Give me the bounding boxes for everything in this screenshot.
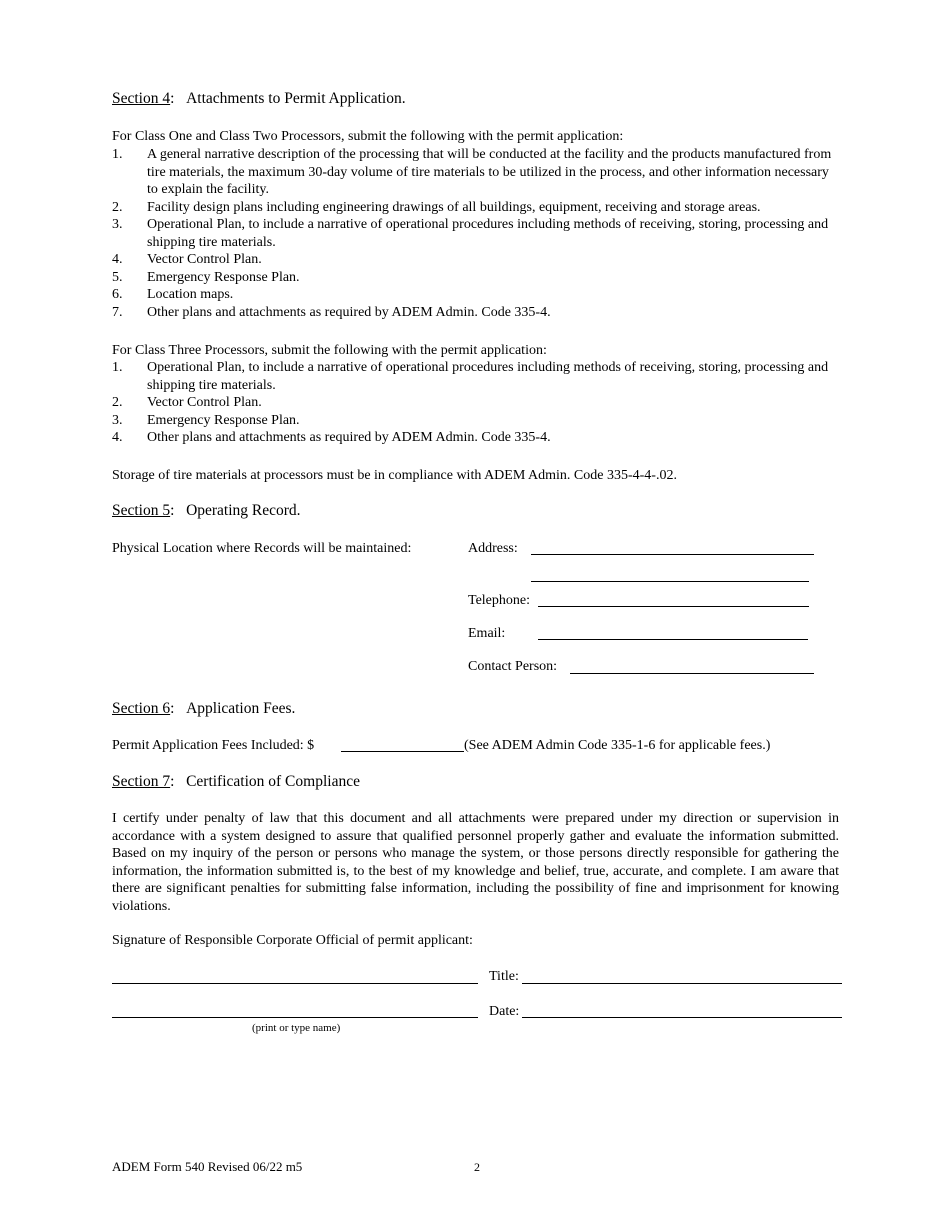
fees-label: Permit Application Fees Included: $ <box>112 738 315 753</box>
title-label: Title: <box>489 969 519 984</box>
list-item: 7. Other plans and attachments as required by ADEM Admin. Code 335-4. <box>112 304 551 320</box>
contact-person-field-line[interactable] <box>570 673 814 674</box>
list-item: 2. Vector Control Plan. <box>112 395 262 410</box>
section-4-title: Attachments to Permit Application. <box>186 90 406 107</box>
list-item: 1. Operational Plan, to include a narrative of operational procedures including methods of receiving, storing, processing and shipping tire materials. <box>112 360 829 393</box>
list-item: 1. A general narrative description of the processing that will be conducted at the facility and the products manufactured from tire materials, the maximum 30-day volume of tire materials to be utilized in the process, and other information necessary to explain the facility. <box>112 147 832 197</box>
address-field-line-1[interactable] <box>531 554 814 555</box>
printed-name-field-line[interactable] <box>112 1017 478 1018</box>
list-item: 6. Location maps. <box>112 287 234 302</box>
class-three-intro: For Class Three Processors, submit the following with the permit application: <box>112 343 547 358</box>
class-one-two-intro: For Class One and Class Two Processors, submit the following with the permit application: <box>112 129 624 144</box>
list-item: 3. Emergency Response Plan. <box>112 412 300 428</box>
address-label: Address: <box>468 541 518 556</box>
fees-amount-field-line[interactable] <box>341 751 464 752</box>
list-item: 2. Facility design plans including engineering drawings of all buildings, equipment, receiving and storage areas. <box>112 199 761 215</box>
list-item: 4. Vector Control Plan. <box>112 252 262 267</box>
certification-text: I certify under penalty of law that this document and all attachments were prepared under my direction or supervision in accordance with a system designed to assure that qualified personnel properly gather and evaluate the information submitted. Based on my inquiry of the person or persons who manage the system, or those persons directly responsible for gathering the information, the information submitted is, to the best of my knowledge and belief, true, accurate, and complete. I am aware that there are significant penalties for submitting false information, including the possibility of fine and imprisonment for knowing violations. <box>112 811 839 914</box>
fees-note: (See ADEM Admin Code 335-1-6 for applicable fees.) <box>464 738 771 753</box>
title-field-line[interactable] <box>522 983 842 984</box>
section-4-label: Section 4 <box>112 90 171 107</box>
records-location-label: Physical Location where Records will be maintained: <box>112 541 412 556</box>
section-7-heading: Section 7: Certification of Compliance <box>112 773 360 790</box>
telephone-field-line[interactable] <box>538 606 809 607</box>
page-number: 2 <box>474 1160 480 1174</box>
signature-field-line[interactable] <box>112 983 478 984</box>
storage-note: Storage of tire materials at processors must be in compliance with ADEM Admin. Code 335-4-4-.02. <box>112 468 677 483</box>
date-label: Date: <box>489 1004 520 1019</box>
section-6-heading: Section 6: Application Fees. <box>112 700 296 717</box>
section-6-title: Application Fees. <box>186 700 296 717</box>
section-6-label: Section 6 <box>112 700 171 717</box>
form-id: ADEM Form 540 Revised 06/22 m5 <box>112 1159 303 1174</box>
email-field-line[interactable] <box>538 639 808 640</box>
signature-label: Signature of Responsible Corporate Official of permit applicant: <box>112 933 473 948</box>
date-field-line[interactable] <box>522 1017 842 1018</box>
print-name-caption: (print or type name) <box>252 1022 341 1034</box>
section-7-label: Section 7 <box>112 773 171 790</box>
list-item: 5. Emergency Response Plan. <box>112 269 300 285</box>
telephone-label: Telephone: <box>468 593 530 608</box>
class-three-list <box>112 359 842 447</box>
email-label: Email: <box>468 626 506 641</box>
address-field-line-2[interactable] <box>531 581 809 582</box>
section-5-heading: Section 5: Operating Record. <box>112 502 301 519</box>
section-5-title: Operating Record. <box>186 502 301 519</box>
list-item: 4. Other plans and attachments as required by ADEM Admin. Code 335-4. <box>112 430 551 445</box>
list-item: 3. Operational Plan, to include a narrative of operational procedures including methods of receiving, storing, processing and shipping tire materials. <box>112 217 829 250</box>
section-7-title: Certification of Compliance <box>186 773 360 790</box>
section-5-label: Section 5 <box>112 502 171 519</box>
contact-person-label: Contact Person: <box>468 659 558 674</box>
section-4-heading: Section 4: Attachments to Permit Application. <box>112 90 406 107</box>
class-one-two-list <box>112 146 842 321</box>
